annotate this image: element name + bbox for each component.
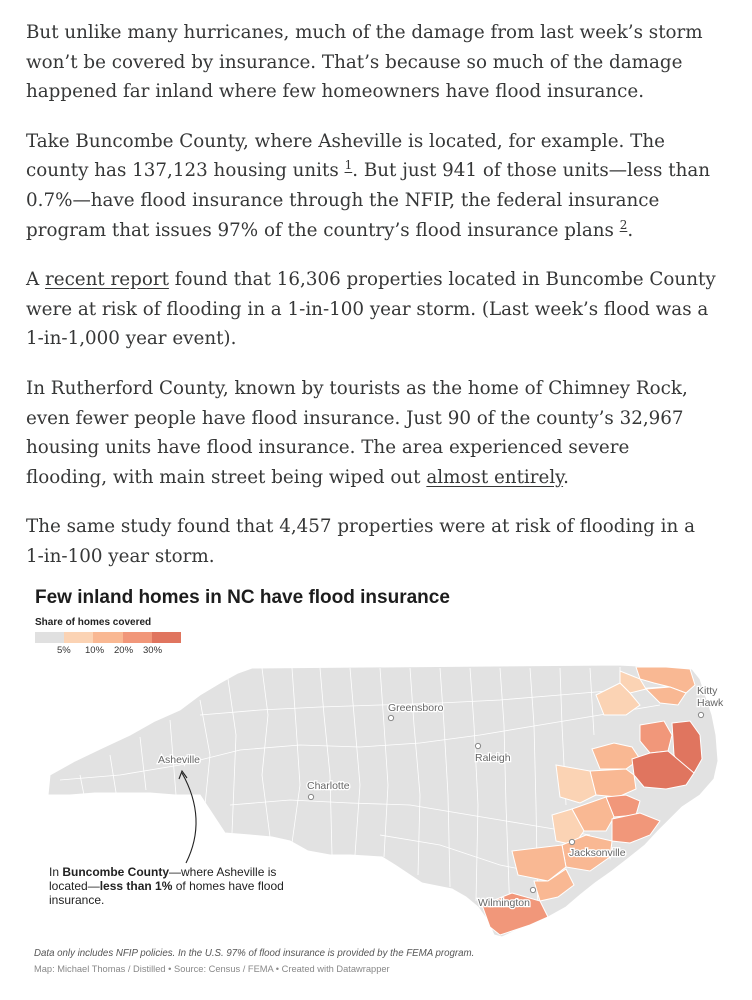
paragraph-2-text-c: . [627,219,634,241]
wilmington-label: Wilmington [478,897,530,909]
paragraph-4 [26,374,716,492]
paragraph-2-text-a: Take Buncombe County, where Asheville is located, for example. The county has 137,123 housing units [26,130,665,182]
asheville-label: Asheville [158,754,201,766]
almost-entirely-link[interactable]: almost entirely [426,466,564,488]
flood-insurance-map-chart [0,575,752,985]
raleigh-marker [475,743,480,748]
raleigh-label: Raleigh [475,752,511,764]
paragraph-2-text-b: . But just 941 of those units—less than 0.7%—have flood insurance through the NFIP, the federal insurance program that issues 97% of the country’s flood insurance plans [26,160,711,241]
charlotte-marker [308,794,313,799]
annotation-percent: less than 1% [99,879,173,893]
annotation-text-a: In [49,865,63,879]
recent-report-link[interactable]: recent report [45,269,169,291]
kitty-label: Kitty [697,685,718,697]
hawk-label: Hawk [697,697,724,709]
chart-credit: Map: Michael Thomas / Distilled • Source: Census / FEMA • Created with Datawrapper [34,964,390,974]
article-body [26,18,716,592]
paragraph-3-text-b: found that 16,306 properties located in Buncombe County were at risk of flooding in a 1-in-100 year storm. (Last week’s flood was a 1-in-1,000 year event). [26,269,716,350]
annotation-text-e: of homes have flood insurance. [49,879,284,907]
jacksonville-marker [569,839,574,844]
footnote-1-link[interactable]: 1 [344,158,353,173]
chart-title: Few inland homes in NC have flood insurance [35,587,450,608]
legend-tick-30: 30% [143,645,163,656]
jacksonville-label: Jacksonville [569,847,626,859]
paragraph-3 [26,265,716,354]
legend-tick-5: 5% [57,645,71,656]
county-pitt [556,765,596,803]
paragraph-3-text-a: A [26,269,46,291]
kitty-hawk-marker [698,712,703,717]
paragraph-1-text: But unlike many hurricanes, much of the damage from last week’s storm won’t be covered by insurance. That’s because so much of the damage happened far inland where few homeowners have flood insurance. [26,22,703,103]
annotation-county-name: Buncombe County [62,865,170,879]
paragraph-5-text: The same study found that 4,457 properties were at risk of flooding in a 1-in-100 year storm. [26,516,695,567]
greensboro-marker [388,715,393,720]
legend-tick-10: 10% [85,645,105,656]
charlotte-label: Charlotte [307,780,350,792]
paragraph-4-text-b: . [563,466,569,488]
greensboro-label: Greensboro [388,702,444,714]
paragraph-4-text-a: In Rutherford County, known by tourists as the home of Chimney Rock, even fewer people have flood insurance. Just 90 of the county’s 32,967 housing units have flood insurance. The area experienced severe flooding, with main street being wiped out [26,377,688,488]
buncombe-annotation [49,865,299,907]
legend-tick-20: 20% [114,645,134,656]
footnote-2-link[interactable]: 2 [619,217,628,232]
paragraph-5 [26,512,716,571]
chart-notes: Data only includes NFIP policies. In the U.S. 97% of flood insurance is provided by the FEMA program. [34,948,475,959]
wilmington-marker [530,887,535,892]
paragraph-2 [26,127,716,245]
annotation-text-c: —where Asheville is located— [49,865,277,893]
legend-title: Share of homes covered [35,617,152,628]
paragraph-1 [26,18,716,107]
